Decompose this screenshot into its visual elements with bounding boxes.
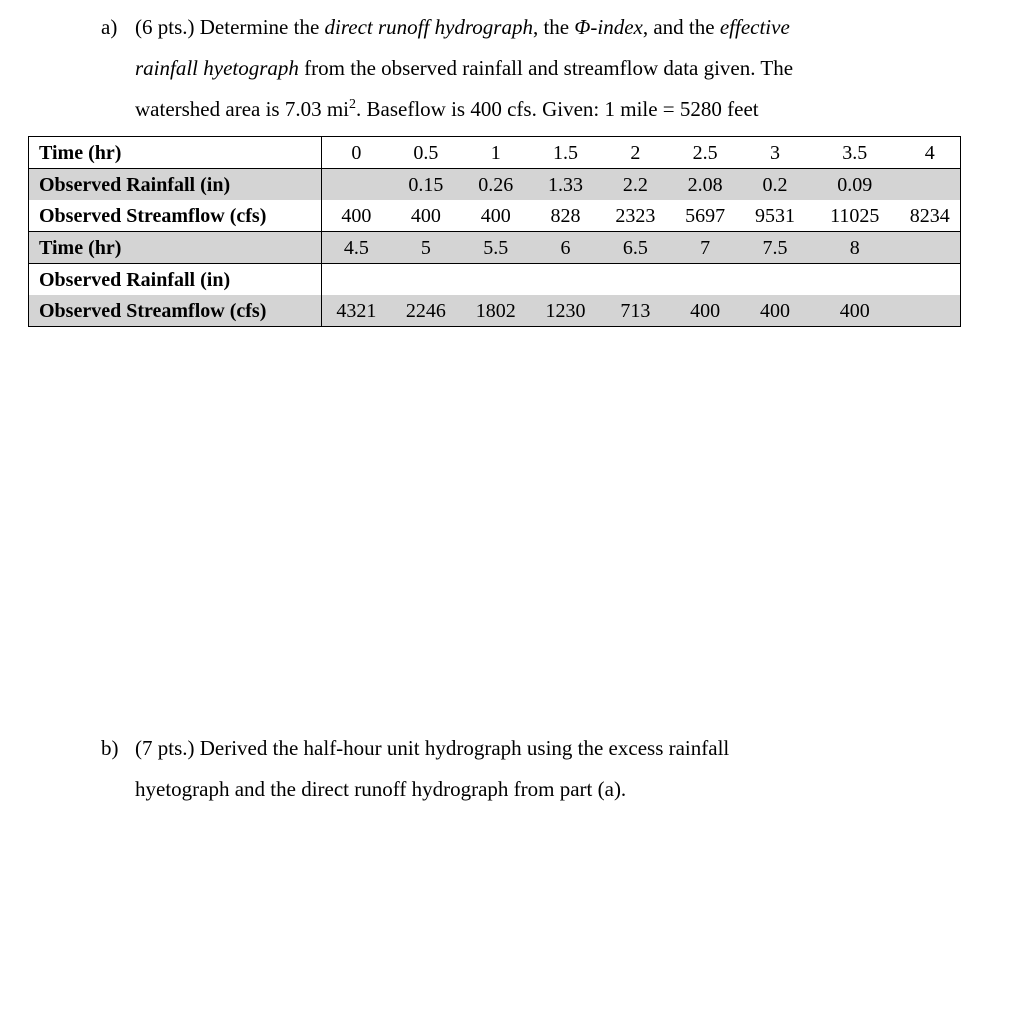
question-b-line-2	[101, 774, 901, 815]
table-cell: 1	[461, 137, 531, 169]
question-a-line-1	[101, 12, 901, 53]
table-cell: 2246	[391, 295, 461, 327]
table-cell: 11025	[810, 200, 900, 232]
table-row-time-2	[29, 232, 961, 264]
table-cell	[900, 232, 961, 264]
table-cell: 7.5	[740, 232, 810, 264]
question-a-text: . Baseflow is 400 cfs. Given: 1 mile = 5280 feet	[356, 97, 759, 121]
table-row-rainfall-1	[29, 169, 961, 201]
table-cell: 2.2	[600, 169, 670, 201]
question-b-marker: b)	[101, 736, 119, 760]
table-cell: 400	[391, 200, 461, 232]
question-a-text: watershed area is 7.03 mi	[135, 97, 350, 121]
question-b	[101, 733, 901, 815]
table-cell	[900, 295, 961, 327]
table-cell: 3	[740, 137, 810, 169]
question-a-line-2	[101, 53, 901, 94]
table-cell: 0.15	[391, 169, 461, 201]
term-effective: effective	[719, 15, 790, 39]
table-cell: 400	[810, 295, 900, 327]
table-cell	[321, 169, 391, 201]
row-label: Observed Rainfall (in)	[29, 169, 322, 201]
table-cell: 2.5	[670, 137, 740, 169]
table-cell: 400	[740, 295, 810, 327]
table-cell: 7	[670, 232, 740, 264]
table-cell: 5.5	[461, 232, 531, 264]
term-rainfall-hyetograph: rainfall hyetograph	[135, 56, 299, 80]
table-cell: 5	[391, 232, 461, 264]
question-b-text: (7 pts.) Derived the half-hour unit hydrograph using the excess rainfall	[135, 736, 730, 760]
table-cell: 400	[670, 295, 740, 327]
table-cell: 2.08	[670, 169, 740, 201]
question-a-text: (6 pts.) Determine the	[135, 15, 325, 39]
table-cell	[461, 264, 531, 296]
table-row-rainfall-2	[29, 264, 961, 296]
table-cell: 713	[600, 295, 670, 327]
table-cell: 4.5	[321, 232, 391, 264]
table-cell	[600, 264, 670, 296]
row-label: Observed Rainfall (in)	[29, 264, 322, 296]
table-cell: 9531	[740, 200, 810, 232]
table-cell	[670, 264, 740, 296]
table-cell: 0.26	[461, 169, 531, 201]
row-label: Time (hr)	[29, 137, 322, 169]
table-cell: 6	[531, 232, 601, 264]
row-label: Observed Streamflow (cfs)	[29, 200, 322, 232]
table-cell: 2	[600, 137, 670, 169]
question-a-line-3	[101, 94, 901, 135]
superscript: 2	[349, 97, 357, 112]
table-cell: 3.5	[810, 137, 900, 169]
table-cell	[531, 264, 601, 296]
row-label: Time (hr)	[29, 232, 322, 264]
table-cell: 8	[810, 232, 900, 264]
table-cell	[321, 264, 391, 296]
row-label: Observed Streamflow (cfs)	[29, 295, 322, 327]
question-b-text: hyetograph and the direct runoff hydrograph from part (a).	[135, 777, 627, 801]
question-a-text: , the	[532, 15, 575, 39]
table-cell: 400	[461, 200, 531, 232]
table-cell: 4	[900, 137, 961, 169]
question-a	[101, 12, 901, 135]
table-cell	[900, 264, 961, 296]
question-a-text: , and the	[642, 15, 720, 39]
question-a-marker: a)	[101, 15, 118, 39]
table-cell: 1.33	[531, 169, 601, 201]
table-cell: 2323	[600, 200, 670, 232]
table-cell: 8234	[900, 200, 961, 232]
question-a-text: from the observed rainfall and streamflow data given. The	[298, 56, 794, 80]
question-b-line-1	[101, 733, 901, 774]
table-cell: 0.5	[391, 137, 461, 169]
table-cell: 6.5	[600, 232, 670, 264]
table-cell: 0.09	[810, 169, 900, 201]
term-phi-index: Φ-index	[574, 15, 643, 39]
table-cell: 1802	[461, 295, 531, 327]
data-table	[28, 136, 961, 327]
table-cell: 1230	[531, 295, 601, 327]
table-cell	[740, 264, 810, 296]
table-cell: 5697	[670, 200, 740, 232]
table-cell: 400	[321, 200, 391, 232]
table-cell: 0.2	[740, 169, 810, 201]
table-cell: 828	[531, 200, 601, 232]
table-cell	[391, 264, 461, 296]
table-row-streamflow-1	[29, 200, 961, 232]
table-row-streamflow-2	[29, 295, 961, 327]
term-direct-runoff-hydrograph: direct runoff hydrograph	[324, 15, 533, 39]
table-cell	[810, 264, 900, 296]
table-cell	[900, 169, 961, 201]
table-cell: 1.5	[531, 137, 601, 169]
table-cell: 0	[321, 137, 391, 169]
table-row-time-1	[29, 137, 961, 169]
table-cell: 4321	[321, 295, 391, 327]
